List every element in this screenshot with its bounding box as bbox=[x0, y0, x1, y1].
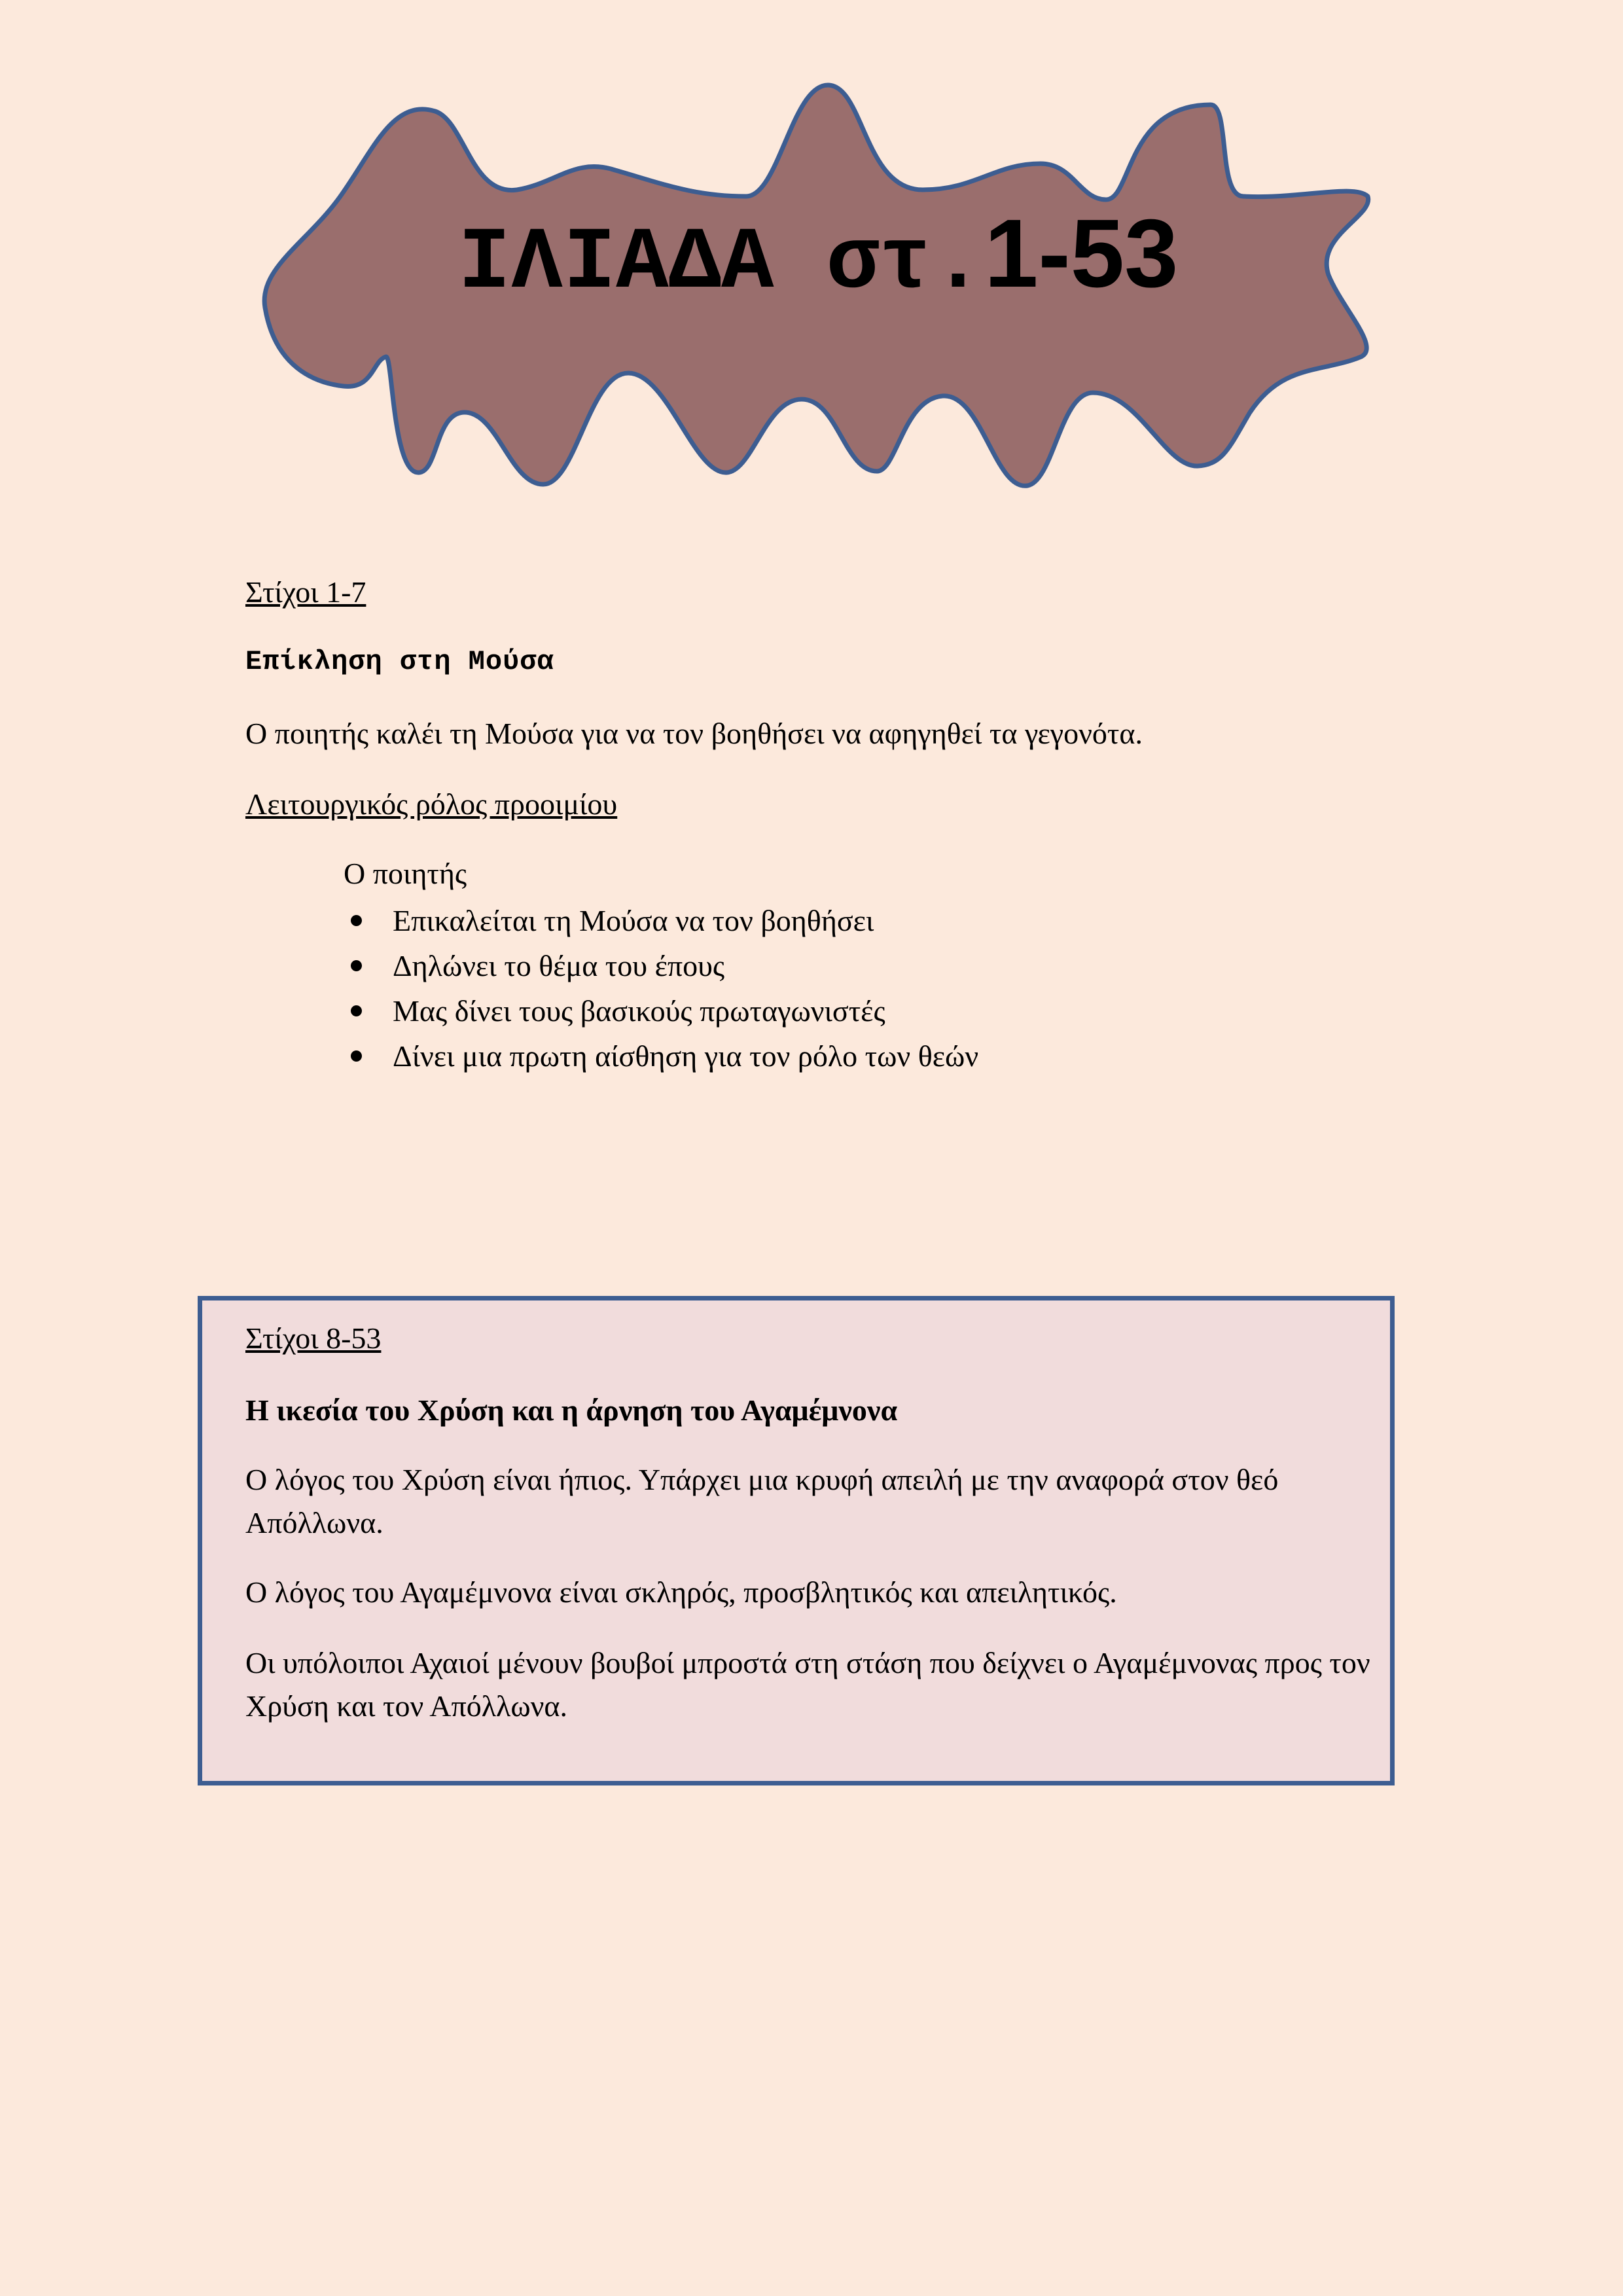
section2-verses-label: Στίχοι 8-53 bbox=[245, 1321, 382, 1355]
section2-paragraph-2: Ο λόγος του Αγαμέμνονα είναι σκληρός, προσβλητικός και απειλητικός. bbox=[245, 1575, 1117, 1609]
list-item: Μας δίνει τους βασικούς πρωταγωνιστές bbox=[393, 988, 978, 1033]
section1-heading: Επίκληση στη Μούσα bbox=[245, 646, 554, 677]
title-banner bbox=[0, 0, 1623, 524]
title-part-1: ΙΛΙΑΔΑ στ. bbox=[458, 214, 985, 314]
section2-heading: Η ικεσία του Χρύση και η άρνηση του Αγαμέμνονα bbox=[245, 1393, 898, 1427]
section1-role-label: Λειτουργικός ρόλος προοιμίου bbox=[245, 787, 618, 821]
section2-paragraph-3: Οι υπόλοιποι Αχαιοί μένουν βουβοί μπροστά στη στάση που δείχνει ο Αγαμέμνονας προς τον Χρύση και τον Απόλλωνα. bbox=[245, 1646, 1370, 1723]
section1-bullet-list bbox=[393, 898, 978, 1079]
list-item: Επικαλείται τη Μούσα να τον βοηθήσει bbox=[393, 898, 978, 943]
list-item: Δίνει μια πρωτη αίσθηση για τον ρόλο των θεών bbox=[393, 1033, 978, 1079]
section1-poet-label: Ο ποιητής bbox=[344, 857, 467, 890]
list-item: Δηλώνει το θέμα του έπους bbox=[393, 943, 978, 988]
title-part-2: 1-53 bbox=[984, 200, 1179, 308]
page-title bbox=[458, 200, 1178, 314]
section1-summary: Ο ποιητής καλέι τη Μούσα για να τον βοηθήσει να αφηγηθεί τα γεγονότα. bbox=[245, 717, 1143, 750]
section1-verses-label: Στίχοι 1-7 bbox=[245, 575, 366, 609]
section2-paragraph-1: Ο λόγος του Χρύση είναι ήπιος. Υπάρχει μια κρυφή απειλή με την αναφορά στον θεό Απόλλωνα. bbox=[245, 1463, 1279, 1539]
